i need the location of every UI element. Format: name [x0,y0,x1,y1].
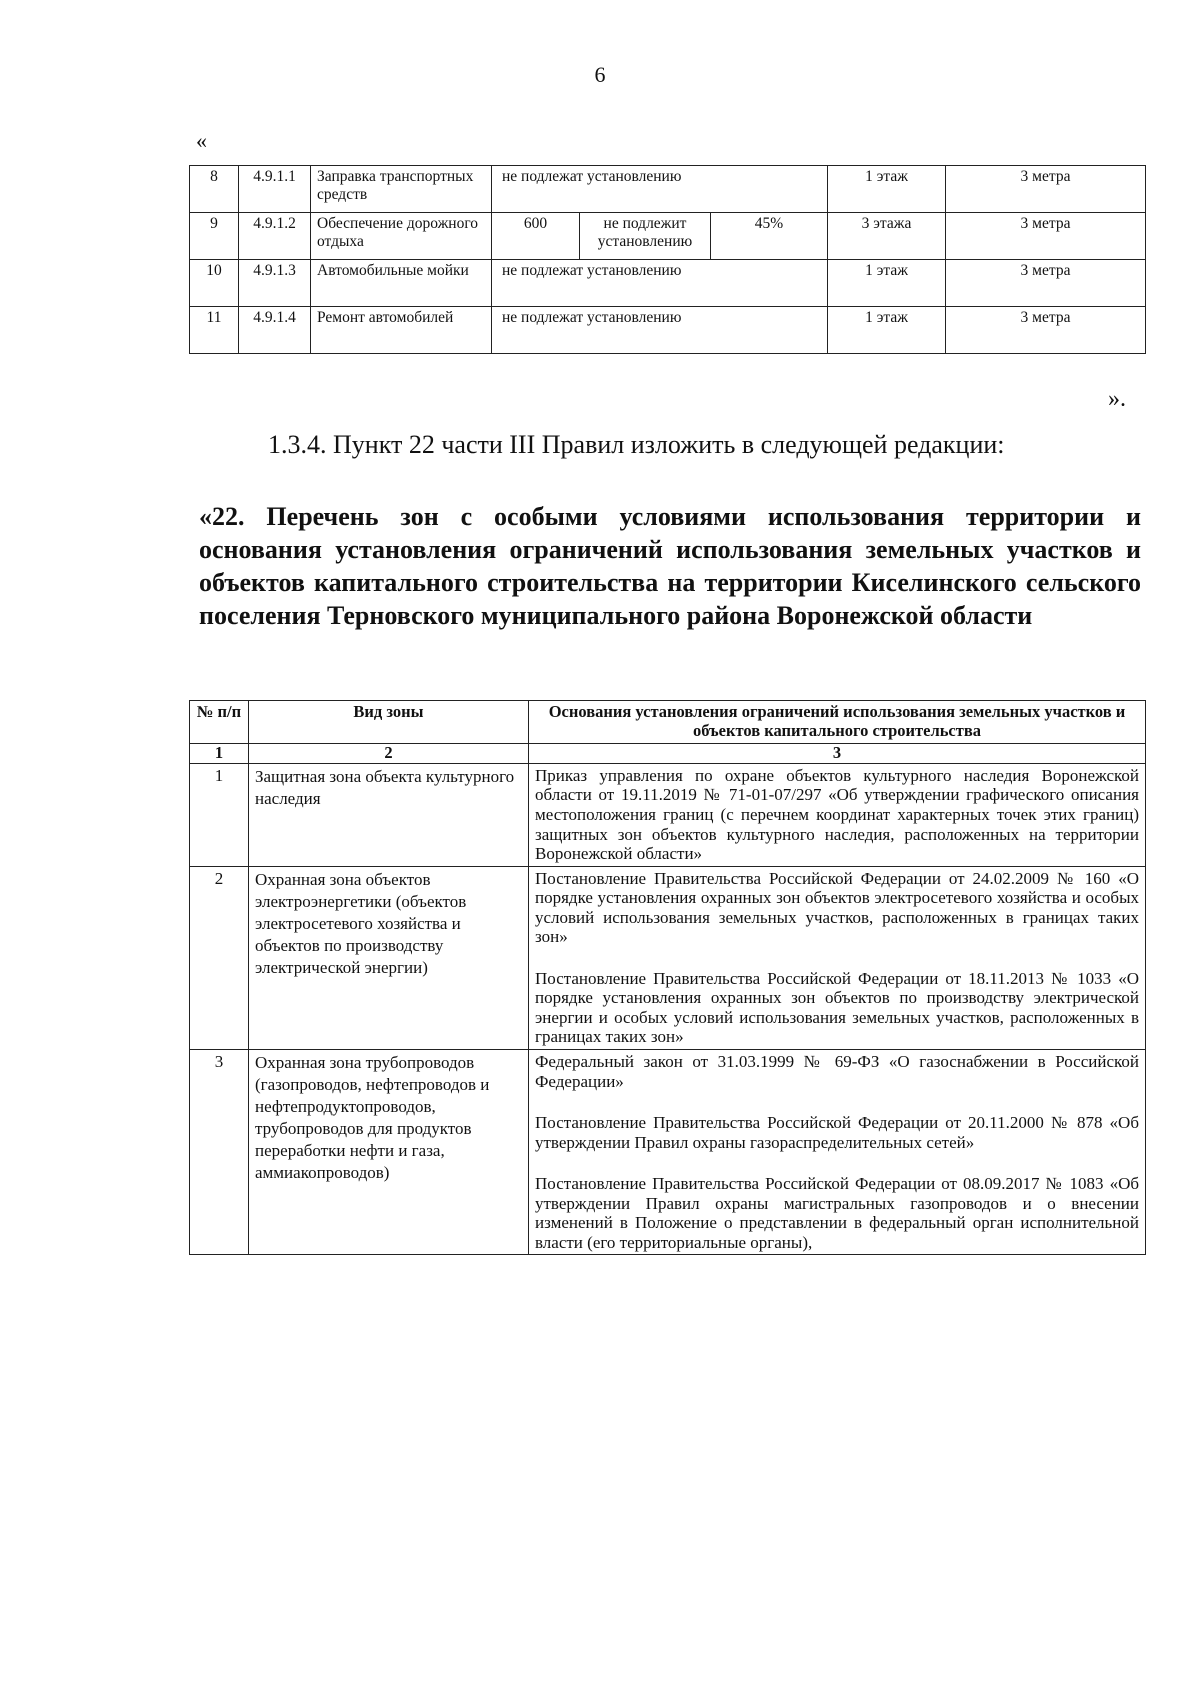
table-row [190,213,1146,260]
floor-count: 1 этаж [828,260,946,307]
use-name: Ремонт автомобилей [311,307,492,354]
use-name: Автомобильные мойки [311,260,492,307]
row-number: 8 [190,166,239,213]
floor-count: 1 этаж [828,307,946,354]
row-number: 2 [190,866,249,1049]
restricted-zones-table [189,700,1146,1255]
use-code: 4.9.1.3 [239,260,311,307]
legal-basis: Постановление Правительства Российской Федерации от 18.11.2013 № 1033 «О порядке установления охранных зон объектов по производству электрической энергии и особых условий использования земельных участков, расположенных в границах таких зон» [535,968,1139,1047]
basis-cell [529,1050,1146,1255]
section-heading: «22. Перечень зон с особыми условиями использования территории и основания установления ограничений использования земельных участков и объектов капитального строительства на территории Киселинского сельского поселения Терновского муниципального района Воронежской области [199,502,1141,630]
floor-count: 1 этаж [828,166,946,213]
coverage-percent: 45% [711,213,828,260]
row-number: 1 [190,763,249,866]
table-row [190,307,1146,354]
use-name: Обеспечение дорожного отдыха [311,213,492,260]
legal-basis: Постановление Правительства Российской Федерации от 08.09.2017 № 1083 «Об утверждении Правил охраны магистральных газопроводов и о внесении изменений в Положение о представлении в федеральный орган исполнительной власти (его территориальные органы), [535,1174,1139,1252]
basis-cell [529,763,1146,866]
use-code: 4.9.1.1 [239,166,311,213]
legal-basis: Постановление Правительства Российской Федерации от 20.11.2000 № 878 «Об утверждении Правил охраны газораспределительных сетей» [535,1113,1139,1152]
row-number: 10 [190,260,239,307]
legal-basis: Постановление Правительства Российской Федерации от 24.02.2009 № 160 «О порядке установления охранных зон объектов электросетевого хозяйства и особых условий использования земельных участков, расположенных в границах таких зон» [535,868,1139,947]
header-basis: Основания установления ограничений использования земельных участков и объектов капитального строительства [529,701,1146,744]
floor-count: 3 этажа [828,213,946,260]
row-number: 11 [190,307,239,354]
basis-cell [529,866,1146,1049]
row-number: 9 [190,213,239,260]
header-zone-type: Вид зоны [249,701,529,744]
not-established-note: не подлежат установлению [492,166,828,213]
not-established-note: не подлежат установлению [492,307,828,354]
table-row [190,260,1146,307]
table-header-row [190,701,1146,744]
use-name: Заправка транспортных средств [311,166,492,213]
zone-type: Защитная зона объекта культурного наследия [249,763,529,866]
amendment-paragraph: 1.3.4. Пункт 22 части III Правил изложить в следующей редакции: [268,430,1005,459]
legal-basis: Приказ управления по охране объектов культурного наследия Воронежской области от 19.11.2019 № 71-01-07/297 «Об утверждении графического описания местоположения границ (с перечнем координат характерных точек этих границ) защитных зон объектов культурного наследия, расположенных на территории Воронежской области» [535,765,1139,864]
page-bottom-margin [0,1568,1200,1704]
not-established-note: не подлежат установлению [492,260,828,307]
height-limit: 3 метра [946,260,1146,307]
use-code: 4.9.1.2 [239,213,311,260]
closing-quote-mark: ». [1108,386,1126,412]
legal-basis: Федеральный закон от 31.03.1999 № 69-ФЗ «О газоснабжении в Российской Федерации» [535,1052,1139,1091]
height-limit: 3 метра [946,213,1146,260]
min-area-value: 600 [492,213,580,260]
opening-quote-mark: « [196,128,207,153]
land-use-parameters-table [189,165,1146,354]
table-row [190,866,1146,1049]
table-row [190,763,1146,866]
height-limit: 3 метра [946,166,1146,213]
column-number: 2 [249,743,529,763]
height-limit: 3 метра [946,307,1146,354]
column-number: 1 [190,743,249,763]
zone-type: Охранная зона объектов электроэнергетики (объектов электросетевого хозяйства и объектов по производству электрической энергии) [249,866,529,1049]
use-code: 4.9.1.4 [239,307,311,354]
table-row [190,1050,1146,1255]
max-area-value: не подлежит установлению [580,213,711,260]
zone-type: Охранная зона трубопроводов (газопроводов, нефтепроводов и нефтепродуктопроводов, трубопроводов для продуктов переработки нефти и газа, аммиакопроводов) [249,1050,529,1255]
column-numbers-row [190,743,1146,763]
table-row [190,166,1146,213]
row-number: 3 [190,1050,249,1255]
page-number: 6 [594,62,606,87]
column-number: 3 [529,743,1146,763]
header-number: № п/п [190,701,249,744]
